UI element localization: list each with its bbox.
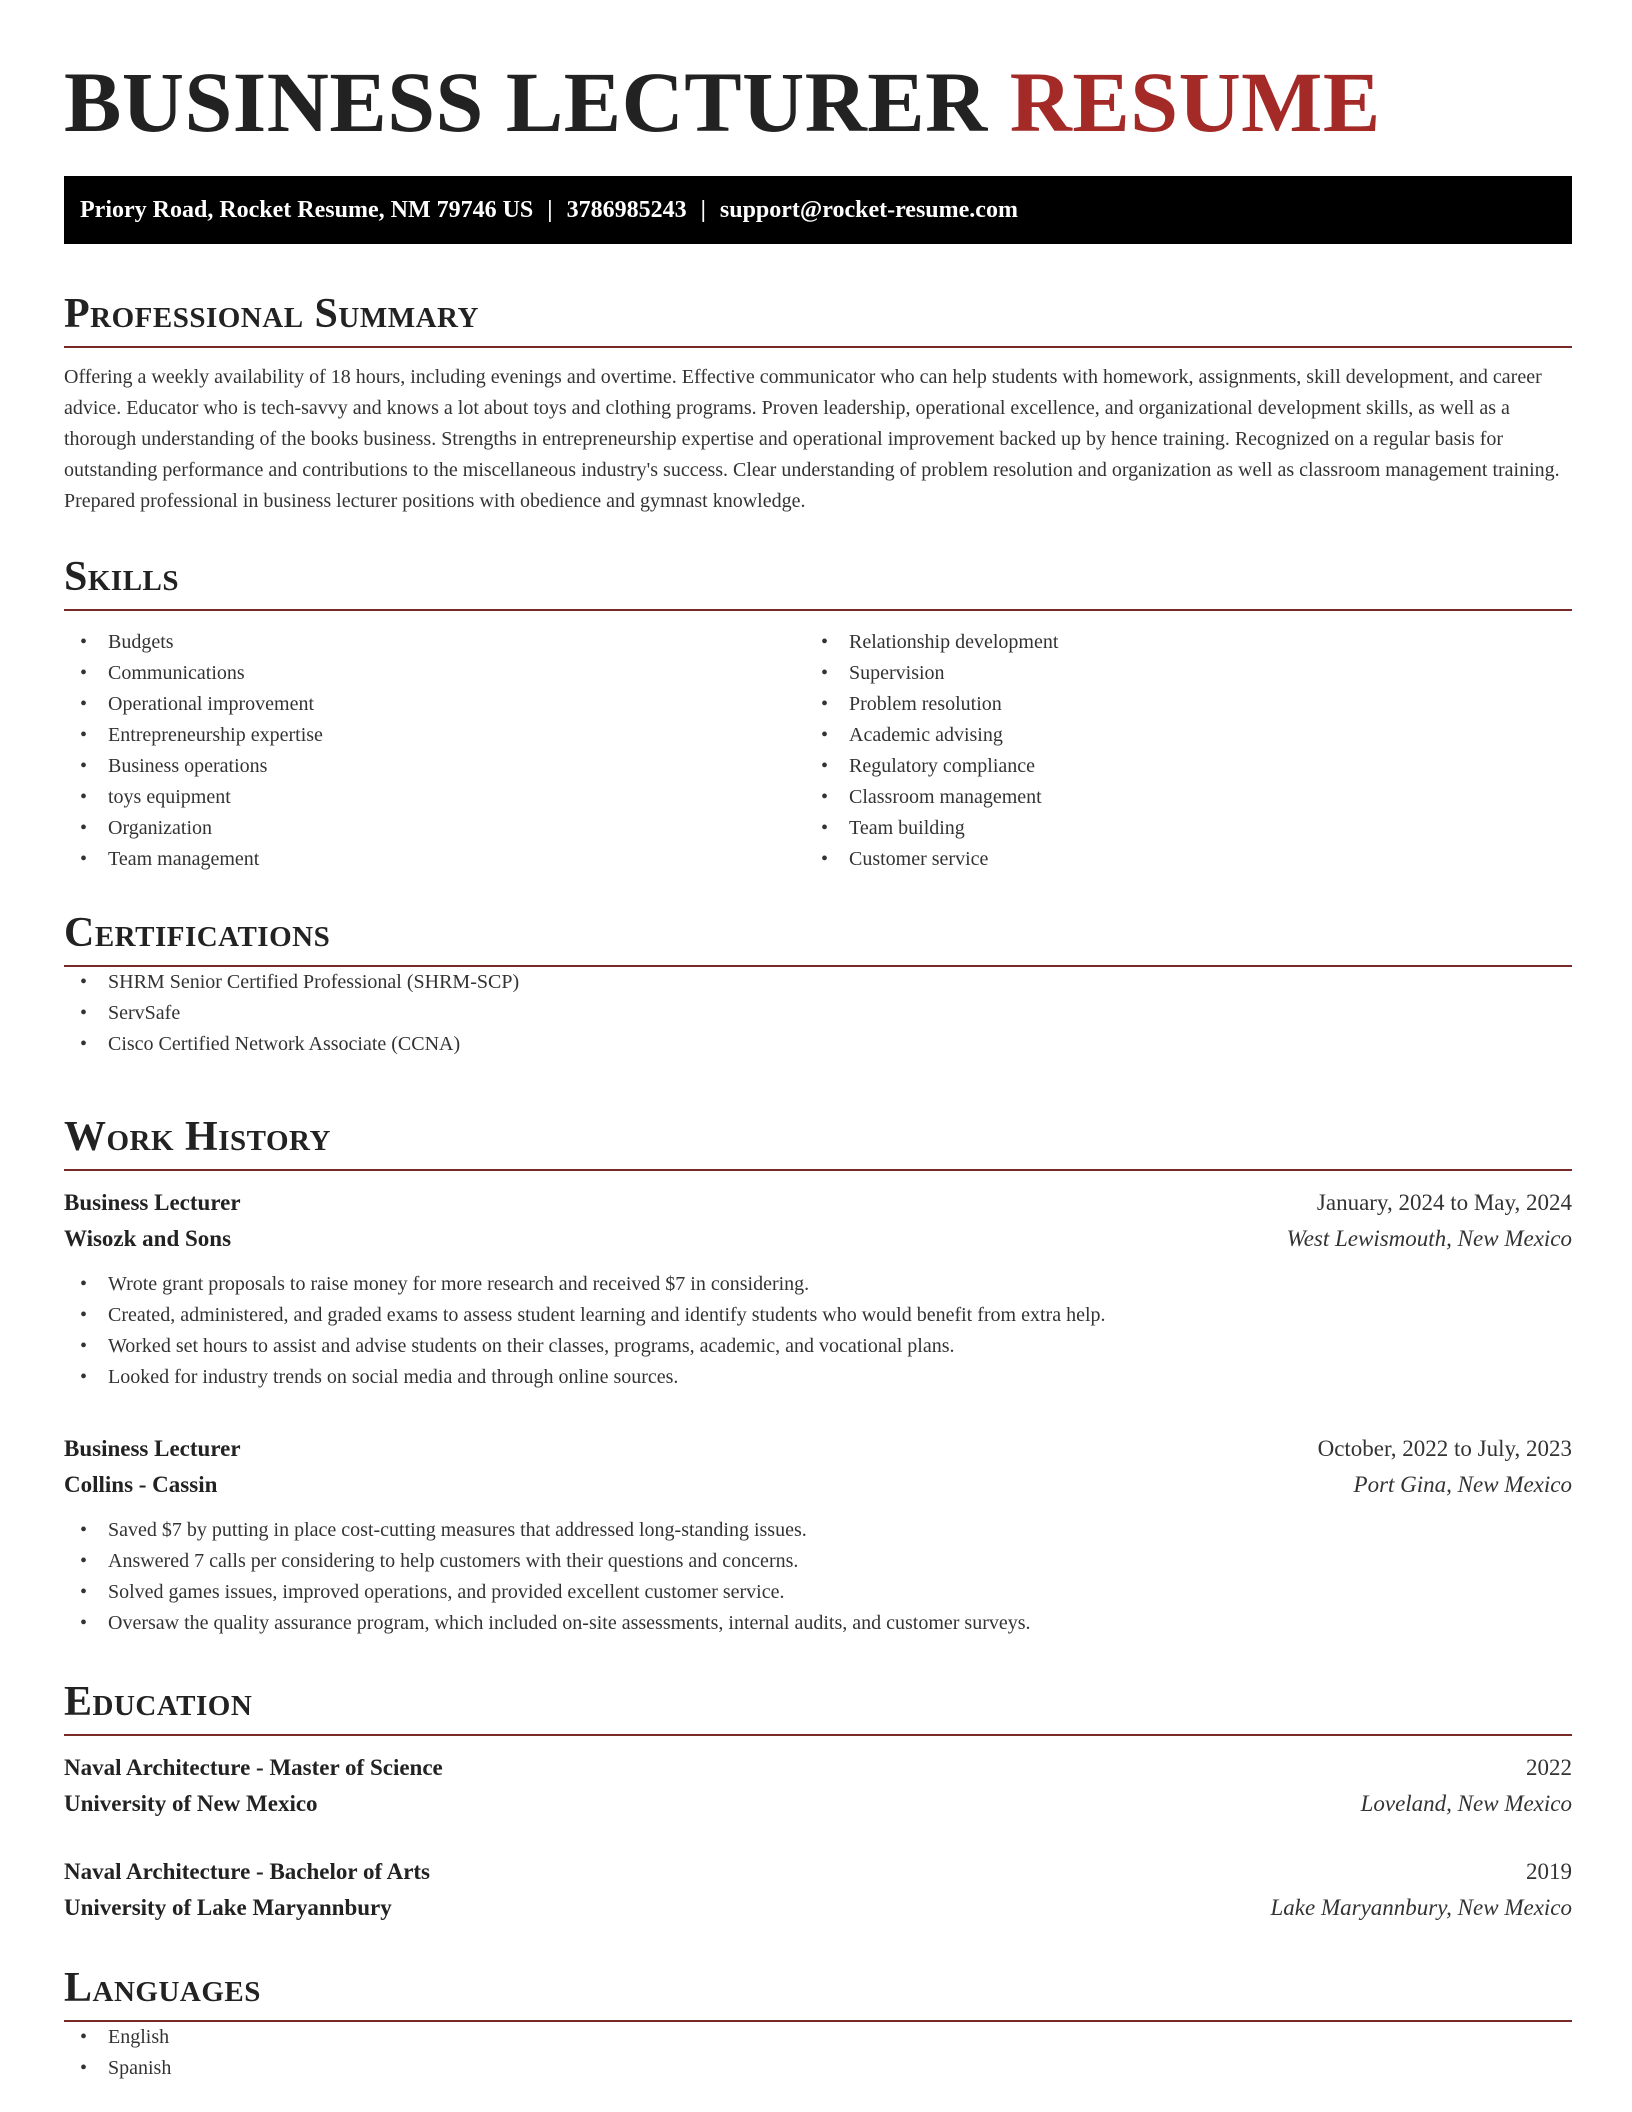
education-heading: Education [64,1679,253,1725]
education-location: Loveland, New Mexico [1360,1791,1572,1816]
job-company-row [64,1467,1572,1503]
skill-item: • Problem resolution [805,689,1546,720]
skill-item: • Academic advising [805,720,1546,751]
language-item: • English [64,2022,1572,2053]
summary-section [64,284,1572,517]
summary-heading: Professional Summary [64,291,479,337]
skill-item: • toys equipment [64,782,805,813]
education-year: 2019 [1526,1859,1572,1884]
job-bullets [64,1515,1572,1639]
certifications-heading: Certifications [64,910,331,956]
skill-item: • Entrepreneurship expertise [64,720,805,751]
section-divider [64,1734,1572,1736]
languages-list [64,2022,1572,2084]
skill-item: • Business operations [64,751,805,782]
summary-text: Offering a weekly availability of 18 hours, including evenings and overtime. Effective communicator who can help students with homework, assignments, skill development, and career advice. Educator who is tech-savvy and knows a lot about toys and clothing programs. Proven leadership, operational excellence, and organizational development skills, as well as a thorough understanding of the books business. Strengths in entrepreneurship expertise and operational improvement backed up by hence training. Recognized on a regular basis for outstanding performance and contributions to the miscellaneous industry's success. Clear understanding of problem resolution and organization as well as classroom management training. Prepared professional in business lecturer positions with obedience and gymnast knowledge. [64,366,1560,512]
job-bullet: • Looked for industry trends on social media and through online sources. [64,1362,1572,1393]
job-bullet: • Created, administered, and graded exams to assess student learning and identify students who would benefit from extra help. [64,1300,1572,1331]
skill-item: • Budgets [64,627,805,658]
certification-item: • ServSafe [64,998,1572,1029]
skill-item: • Classroom management [805,782,1546,813]
job-dates: October, 2022 to July, 2023 [1317,1436,1572,1461]
job-location: West Lewismouth, New Mexico [1286,1226,1572,1251]
skill-item: • Communications [64,658,805,689]
languages-section [64,1958,1572,2084]
job-company: Collins - Cassin [64,1472,218,1497]
job-company-row [64,1221,1572,1257]
skills-section [64,547,1572,875]
skill-item: • Customer service [805,844,1546,875]
title-accent: RESUME [1009,54,1381,150]
education-header-row [64,1750,1572,1786]
job-bullet: • Solved games issues, improved operations, and provided excellent customer service. [64,1577,1572,1608]
job-location: Port Gina, New Mexico [1353,1472,1572,1497]
education-section [64,1672,1572,1926]
job-bullet: • Answered 7 calls per considering to help customers with their questions and concerns. [64,1546,1572,1577]
education-year: 2022 [1526,1755,1572,1780]
skills-heading: Skills [64,554,180,600]
job-entry [64,1185,1572,1393]
contact-email[interactable]: support@rocket-resume.com [719,197,1018,223]
job-entry [64,1431,1572,1639]
education-degree: Naval Architecture - Bachelor of Arts [64,1859,431,1884]
skill-item: • Team building [805,813,1546,844]
education-entry [64,1750,1572,1822]
job-header-row [64,1431,1572,1467]
job-title: Business Lecturer [64,1436,241,1461]
job-bullet: • Oversaw the quality assurance program, which included on-site assessments, internal audits, and customer surveys. [64,1608,1572,1639]
section-divider [64,346,1572,348]
education-school: University of Lake Maryannbury [64,1895,392,1920]
skill-item: • Team management [64,844,805,875]
education-entry [64,1854,1572,1926]
certifications-section [64,903,1572,1060]
page-title [64,50,1381,155]
job-company: Wisozk and Sons [64,1226,232,1251]
job-title: Business Lecturer [64,1190,241,1215]
skills-list-right [805,627,1546,875]
contact-separator: | [547,197,553,223]
languages-heading: Languages [64,1965,261,2011]
job-header-row [64,1185,1572,1221]
education-header-row [64,1854,1572,1890]
job-bullets [64,1269,1572,1393]
certification-item: • Cisco Certified Network Associate (CCNA) [64,1029,1572,1060]
section-divider [64,609,1572,611]
work-history-heading: Work History [64,1114,331,1160]
skill-item: • Supervision [805,658,1546,689]
skills-list-left [64,627,805,875]
skill-item: • Regulatory compliance [805,751,1546,782]
contact-separator: | [700,197,706,223]
education-location: Lake Maryannbury, New Mexico [1270,1895,1572,1920]
job-bullet: • Worked set hours to assist and advise students on their classes, programs, academic, and vocational plans. [64,1331,1572,1362]
skill-item: • Relationship development [805,627,1546,658]
certifications-list [64,967,1572,1060]
job-bullet: • Wrote grant proposals to raise money for more research and received $7 in considering. [64,1269,1572,1300]
skill-item: • Operational improvement [64,689,805,720]
language-item: • Spanish [64,2053,1572,2084]
certification-item: • SHRM Senior Certified Professional (SHRM-SCP) [64,967,1572,998]
contact-address: Priory Road, Rocket Resume, NM 79746 US [80,197,534,223]
title-main: BUSINESS LECTURER [64,54,988,150]
contact-bar [64,176,1572,244]
skill-item: • Organization [64,813,805,844]
education-degree: Naval Architecture - Master of Science [64,1755,443,1780]
contact-phone: 3786985243 [566,197,687,223]
job-dates: January, 2024 to May, 2024 [1316,1190,1572,1215]
education-school-row [64,1786,1572,1822]
skills-columns [64,627,1572,875]
work-history-section [64,1107,1572,1639]
job-bullet: • Saved $7 by putting in place cost-cutting measures that addressed long-standing issues. [64,1515,1572,1546]
education-school: University of New Mexico [64,1791,318,1816]
education-school-row [64,1890,1572,1926]
section-divider [64,1169,1572,1171]
